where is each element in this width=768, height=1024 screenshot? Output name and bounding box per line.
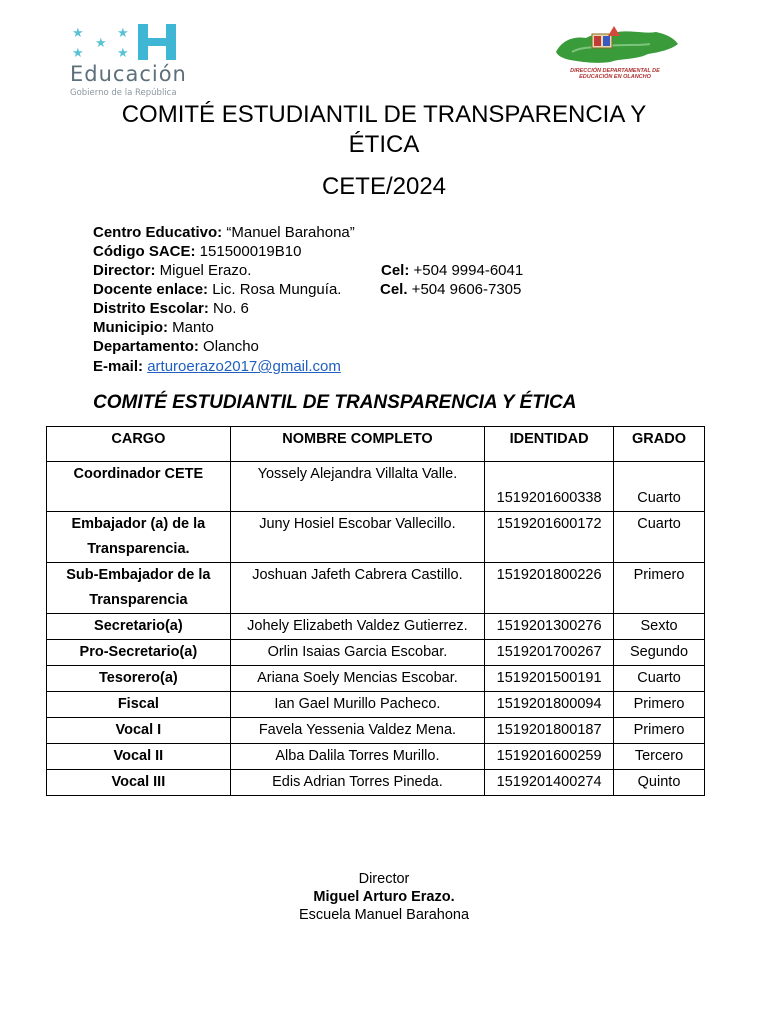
info-value: Manto — [168, 319, 214, 336]
signature-school: Escuela Manuel Barahona — [298, 907, 470, 923]
star-icon: ★ — [117, 25, 129, 40]
info-label: Director: — [93, 262, 156, 279]
info-label: Departamento: — [93, 338, 199, 355]
cell-grado: Primero — [614, 692, 705, 718]
cell-grado: Sexto — [614, 614, 705, 640]
cell-identidad: 1519201400274 — [485, 770, 614, 796]
cell-identidad: 1519201500191 — [485, 666, 614, 692]
cell-nombre: Joshuan Jafeth Cabrera Castillo. — [230, 563, 484, 614]
table-row — [47, 614, 705, 640]
info-distrito — [93, 299, 249, 318]
cell-nombre: Alba Dalila Torres Murillo. — [230, 744, 484, 770]
cell-cargo: Coordinador CETE — [47, 462, 231, 512]
star-icon: ★ — [95, 35, 107, 50]
cell-cargo: Embajador (a) de la Transparencia. — [47, 512, 231, 563]
cell-identidad: 1519201300276 — [485, 614, 614, 640]
cell-grado: Cuarto — [614, 462, 705, 512]
info-departamento — [93, 337, 259, 356]
olancho-map-icon — [552, 22, 682, 68]
cell-grado: Quinto — [614, 770, 705, 796]
logo-caption: DIRECCIÓN DEPARTAMENTAL DE EDUCACIÓN EN OLANCHO — [570, 68, 660, 80]
cell-identidad: 1519201700267 — [485, 640, 614, 666]
email-link[interactable]: arturoerazo2017@gmail.com — [147, 358, 341, 375]
header-identidad: IDENTIDAD — [485, 427, 614, 462]
info-label: Docente enlace: — [93, 281, 209, 298]
cell-cargo: Vocal II — [47, 744, 231, 770]
table-row — [47, 563, 705, 614]
cell-cargo: Vocal III — [47, 770, 231, 796]
table-row — [47, 666, 705, 692]
info-value: +504 9606-7305 — [407, 281, 522, 298]
info-label: Código SACE: — [93, 243, 196, 260]
header-nombre: NOMBRE COMPLETO — [230, 427, 484, 462]
cell-nombre: Ian Gael Murillo Pacheco. — [230, 692, 484, 718]
info-director-cel — [381, 261, 523, 280]
committee-table — [46, 426, 705, 796]
cell-grado: Tercero — [614, 744, 705, 770]
info-value: No. 6 — [208, 300, 249, 317]
signature-role: Director — [358, 871, 410, 887]
info-value: Miguel Erazo. — [155, 262, 252, 279]
info-label: Municipio: — [93, 319, 168, 336]
table-row — [47, 640, 705, 666]
table-row — [47, 718, 705, 744]
info-label: E-mail: — [93, 358, 144, 375]
info-value: 151500019B10 — [195, 243, 302, 260]
info-label: Cel. — [380, 281, 408, 298]
info-label: Distrito Escolar: — [93, 300, 209, 317]
cell-cargo: Fiscal — [47, 692, 231, 718]
cell-identidad: 1519201800187 — [485, 718, 614, 744]
page-title-line2: ÉTICA — [348, 131, 420, 158]
cell-cargo: Vocal I — [47, 718, 231, 744]
page-title-line1: COMITÉ ESTUDIANTIL DE TRANSPARENCIA Y — [121, 101, 647, 128]
table-row — [47, 770, 705, 796]
cell-identidad: 1519201600259 — [485, 744, 614, 770]
cell-grado: Primero — [614, 718, 705, 744]
info-municipio — [93, 318, 214, 337]
cell-cargo: Tesorero(a) — [47, 666, 231, 692]
info-value: Lic. Rosa Munguía. — [208, 281, 342, 298]
cell-nombre: Favela Yessenia Valdez Mena. — [230, 718, 484, 744]
page-title-code: CETE/2024 — [321, 173, 447, 200]
table-row — [47, 744, 705, 770]
cell-nombre: Yossely Alejandra Villalta Valle. — [230, 462, 484, 512]
info-docente-cel — [380, 280, 521, 299]
info-docente — [93, 280, 341, 299]
committee-subtitle: COMITÉ ESTUDIANTIL DE TRANSPARENCIA Y ÉTICA — [93, 392, 577, 413]
cell-grado: Primero — [614, 563, 705, 614]
info-value: “Manuel Barahona” — [222, 224, 355, 241]
star-icon: ★ — [117, 45, 129, 60]
header-grado: GRADO — [614, 427, 705, 462]
table-row — [47, 692, 705, 718]
cell-identidad: 1519201800226 — [485, 563, 614, 614]
cell-grado: Cuarto — [614, 512, 705, 563]
info-label: Centro Educativo: — [93, 224, 223, 241]
info-director — [93, 261, 251, 280]
info-value: +504 9994-6041 — [409, 262, 524, 279]
cell-cargo: Pro-Secretario(a) — [47, 640, 231, 666]
signature-name: Miguel Arturo Erazo. — [313, 889, 455, 905]
cell-grado: Cuarto — [614, 666, 705, 692]
cell-identidad: 1519201600172 — [485, 512, 614, 563]
info-centro — [93, 223, 355, 242]
cell-nombre: Edis Adrian Torres Pineda. — [230, 770, 484, 796]
cell-identidad: 1519201800094 — [485, 692, 614, 718]
cell-identidad: 1519201600338 — [485, 462, 614, 512]
info-email — [93, 357, 341, 376]
cell-grado: Segundo — [614, 640, 705, 666]
star-icon: ★ — [72, 25, 84, 40]
cell-cargo: Secretario(a) — [47, 614, 231, 640]
table-row — [47, 462, 705, 512]
header-cargo: CARGO — [47, 427, 231, 462]
logo-subtitle: Gobierno de la República — [70, 88, 177, 98]
info-label: Cel: — [381, 262, 410, 279]
table-row — [47, 512, 705, 563]
cell-nombre: Ariana Soely Mencias Escobar. — [230, 666, 484, 692]
star-icon: ★ — [72, 45, 84, 60]
logo-wordmark: Educación — [70, 62, 187, 86]
cell-nombre: Johely Elizabeth Valdez Gutierrez. — [230, 614, 484, 640]
table-header-row — [47, 427, 705, 462]
cell-nombre: Orlin Isaias Garcia Escobar. — [230, 640, 484, 666]
cell-nombre: Juny Hosiel Escobar Vallecillo. — [230, 512, 484, 563]
info-value: Olancho — [198, 338, 259, 355]
cell-cargo: Sub-Embajador de la Transparencia — [47, 563, 231, 614]
info-sace — [93, 242, 301, 261]
